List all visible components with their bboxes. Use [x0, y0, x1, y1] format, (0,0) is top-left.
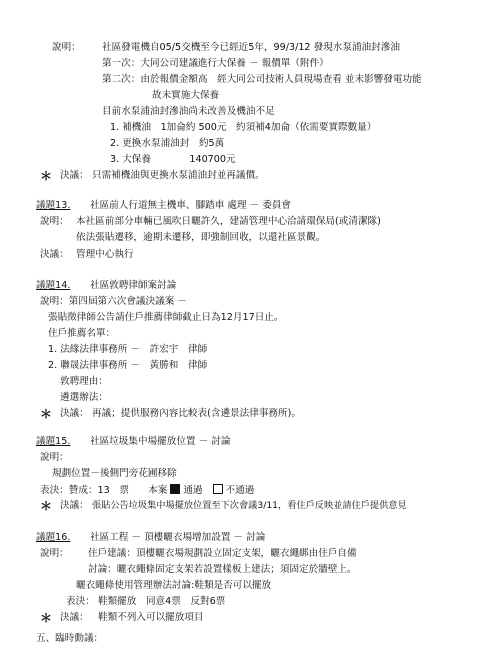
item14-line: 2. 聯晟法律事務所 － 黃勝和 律師 — [48, 360, 208, 371]
item15-resolution-text: 張貼公告垃圾集中場擺放位置至下次會議3/11，看住戶反映並請住戶提供意見 — [92, 500, 407, 511]
vote-text: 贊成：13 票 本案 — [68, 485, 168, 496]
item15-vote — [40, 484, 254, 497]
item15-subject: 社區垃圾集中場擺放位置 － 討論 — [90, 436, 231, 447]
item14-title: 議題14. — [36, 280, 71, 291]
item13-line: 依法張貼遷移，逾期未遷移，即強制回收，以還社區景觀。 — [76, 232, 326, 243]
resolution-text: 只需補機油與更換水泵浦油封並再議價。 — [92, 170, 265, 181]
item16-line: 討論：曬衣繩條固定支架若設置樣板上建法；須固定於牆壁上。 — [88, 564, 357, 575]
item13-resolution-label: 決議： — [40, 249, 69, 260]
item13-line: 本社區前部分車輛已風吹日曬許久，建請管理中心洽請環保局(或清潔隊) — [76, 216, 381, 227]
item16-resolution-label: 決議： — [60, 612, 89, 623]
item16-vote-text: 鞋類擺放 同意4票 反對6票 — [98, 596, 226, 607]
item16-title: 議題16. — [36, 532, 71, 543]
fail-label: 不通過 — [225, 485, 255, 496]
section5-title: 五、臨時動議： — [36, 633, 104, 644]
item-power-line: 目前水泵浦油封滲油尚未改善及機油不足 — [102, 106, 275, 117]
resolution-label: 決議： — [60, 170, 89, 181]
resolution-mark: ＊ — [40, 499, 53, 513]
resolution-mark: ＊ — [40, 407, 53, 421]
item13-label: 說明： — [40, 216, 69, 227]
pass-checkbox-checked — [170, 484, 180, 494]
pass-label: 通過 — [183, 485, 203, 496]
item16-subject: 社區工程 － 頂樓曬衣場增加設置 － 討論 — [90, 532, 266, 543]
item-power-line: 故未實施大保養 — [152, 90, 220, 101]
item14-line: 住戶推薦名單： — [48, 328, 116, 339]
item-power-line: 社區發電機自05/5交機至今已經近5年，99/3/12 發現水泵浦油封滲油 — [102, 42, 400, 53]
item14-line: 1. 法緣法律事務所 － 許宏宇 律師 — [48, 344, 208, 355]
item-power-line: 1. 補機油 1加侖約 500元 約須補4加侖（依需要實際數量） — [110, 122, 377, 133]
item13-subject: 社區前人行道無主機車、腳踏車 處理 － 委員會 — [90, 200, 292, 211]
item-power-line: 2. 更換水泵浦油封 約5萬 — [110, 138, 225, 149]
item13-title: 議題13. — [36, 200, 71, 211]
item15-line: 規劃位置－後側門旁花圃移除 — [52, 468, 177, 479]
item15-resolution-label: 決議： — [60, 500, 89, 511]
item14-line: 遴選辦法： — [60, 392, 108, 403]
item-power-line: 3. 大保養 140700元 — [110, 154, 236, 165]
item16-line: 曬衣繩條使用管理辦法討論:鞋類是否可以擺放 — [76, 580, 272, 591]
item14-line: 敦聘理由： — [60, 376, 108, 387]
item-power-line: 第二次：由於報價金額高 經大同公司技術人員現場查看 並未影響發電功能 — [102, 74, 422, 85]
item14-subject: 社區敦聘律師案討論 — [90, 280, 177, 291]
fail-checkbox — [213, 484, 223, 494]
item14-line: 說明：第四屆第六次會議決議案 － — [40, 296, 187, 307]
item16-vote-label: 表決： — [66, 596, 95, 607]
item-power-label: 說明： — [52, 42, 81, 53]
item16-line: 住戶建議：頂樓曬衣場規劃設立固定支架，曬衣繩綁由住戶自備 — [88, 548, 357, 559]
item14-resolution-text: 再議；提供服務內容比較表(含遴景法律事務所)。 — [92, 408, 301, 419]
item16-label: 說明： — [40, 548, 69, 559]
vote-label: 表決： — [40, 485, 69, 496]
item16-resolution-text: 鞋類不列入可以擺放項目 — [98, 612, 204, 623]
item14-resolution-label: 決議： — [60, 408, 89, 419]
item-power-line: 第一次：大同公司建議進行大保養 － 報價單（附件） — [102, 58, 329, 69]
item15-line: 說明： — [40, 452, 69, 463]
resolution-mark: ＊ — [40, 169, 53, 183]
item15-title: 議題15. — [36, 436, 71, 447]
item13-resolution-text: 管理中心執行 — [76, 249, 134, 260]
resolution-mark: ＊ — [40, 611, 53, 625]
item14-line: 張貼徵律師公告請住戶推薦律師截止日為12月17日止。 — [48, 312, 284, 323]
